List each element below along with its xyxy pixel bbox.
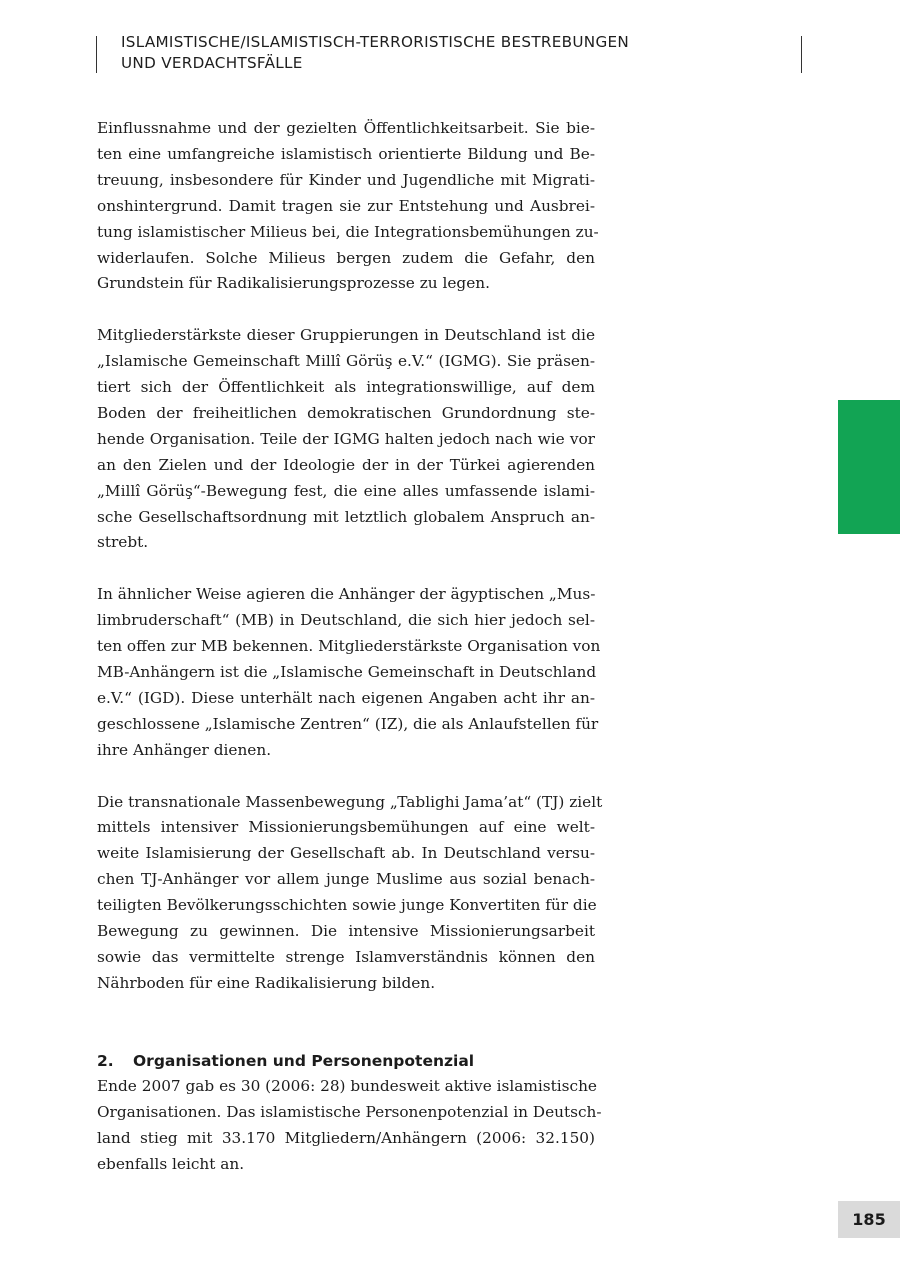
text-line: sche Gesellschaftsordnung mit letztlich globalem Anspruch an-	[97, 507, 595, 526]
chapter-tab-marker	[838, 400, 900, 534]
text-line: MB-Anhängern ist die „Islamische Gemeinschaft in Deutschland	[97, 663, 597, 681]
text-line: onshintergrund. Damit tragen sie zur Entstehung und Ausbrei-	[97, 196, 595, 215]
text-line: ten offen zur MB bekennen. Mitgliederstärkste Organisation von	[97, 637, 601, 656]
text-line: Organisationen. Das islamistische Personenpotenzial in Deutsch-	[97, 1102, 602, 1121]
text-line: teiligten Bevölkerungsschichten sowie junge Konvertiten für die	[97, 896, 597, 915]
paragraph-2	[97, 323, 595, 556]
text-line: limbruderschaft“ (MB) in Deutschland, die sich hier jedoch sel-	[97, 611, 595, 630]
running-head-line-2: UND VERDACHTSFÄLLE	[121, 54, 303, 72]
text-line: tiert sich der Öffentlichkeit als integrationswillige, auf dem	[97, 378, 595, 397]
header-rule-left	[96, 36, 97, 73]
paragraph-1	[97, 116, 599, 297]
text-line: e.V.“ (IGD). Diese unterhält nach eigenen Angaben acht ihr an-	[97, 688, 595, 707]
text-line: Nährboden für eine Radikalisierung bilden.	[97, 973, 436, 992]
text-line: Bewegung zu gewinnen. Die intensive Missionierungsarbeit	[97, 922, 595, 941]
text-line: „Millî Görüş“-Bewegung fest, die eine alles umfassende islami-	[97, 481, 595, 500]
paragraph-4	[97, 790, 603, 997]
text-line: Mitgliederstärkste dieser Gruppierungen in Deutschland ist die	[97, 326, 595, 345]
text-line: mittels intensiver Missionierungsbemühungen auf eine welt-	[97, 818, 595, 837]
running-head	[121, 32, 721, 74]
text-line: land stieg mit 33.170 Mitgliedern/Anhängern (2006: 32.150)	[97, 1128, 595, 1147]
text-line: tung islamistischer Milieus bei, die Integrationsbemühungen zu-	[97, 222, 599, 241]
text-line: In ähnlicher Weise agieren die Anhänger der ägyptischen „Mus-	[97, 585, 596, 604]
text-line: strebt.	[97, 533, 149, 552]
section-paragraph	[97, 1074, 602, 1178]
text-line: Grundstein für Radikalisierungsprozesse zu legen.	[97, 274, 490, 293]
text-line: an den Zielen und der Ideologie der in der Türkei agierenden	[97, 455, 595, 474]
text-line: „Islamische Gemeinschaft Millî Görüş e.V.“ (IGMG). Sie präsen-	[97, 352, 595, 371]
header-rule-right	[801, 36, 802, 73]
running-head-line-1: ISLAMISTISCHE/ISLAMISTISCH-TERRORISTISCHE BESTREBUNGEN	[121, 33, 630, 51]
paragraph-3	[97, 582, 601, 763]
section-title: Organisationen und Personenpotenzial	[133, 1052, 475, 1070]
text-line: weite Islamisierung der Gesellschaft ab. In Deutschland versu-	[97, 844, 595, 863]
text-line: hende Organisation. Teile der IGMG halten jedoch nach wie vor	[97, 429, 595, 448]
text-line: Die transnationale Massenbewegung „Tablighi Jama’at“ (TJ) zielt	[97, 792, 603, 811]
text-line: widerlaufen. Solche Milieus bergen zudem die Gefahr, den	[97, 248, 595, 267]
text-line: ten eine umfangreiche islamistisch orientierte Bildung und Be-	[97, 144, 595, 163]
text-line: ebenfalls leicht an.	[97, 1154, 245, 1173]
text-line: ihre Anhänger dienen.	[97, 740, 272, 759]
section-heading	[97, 1049, 595, 1073]
text-line: Einflussnahme und der gezielten Öffentlichkeitsarbeit. Sie bie-	[97, 119, 595, 137]
text-line: geschlossene „Islamische Zentren“ (IZ), die als Anlaufstellen für	[97, 714, 599, 733]
text-line: Boden der freiheitlichen demokratischen Grundordnung ste-	[97, 403, 595, 422]
text-line: chen TJ-Anhänger vor allem junge Muslime aus sozial benach-	[97, 870, 595, 889]
text-line: Ende 2007 gab es 30 (2006: 28) bundesweit aktive islamistische	[97, 1077, 597, 1095]
text-line: sowie das vermittelte strenge Islamverständnis können den	[97, 947, 595, 966]
body-text	[97, 116, 603, 1023]
page-number: 185	[838, 1201, 900, 1238]
text-line: treuung, insbesondere für Kinder und Jugendliche mit Migrati-	[97, 170, 595, 189]
section-number: 2.	[97, 1052, 114, 1070]
